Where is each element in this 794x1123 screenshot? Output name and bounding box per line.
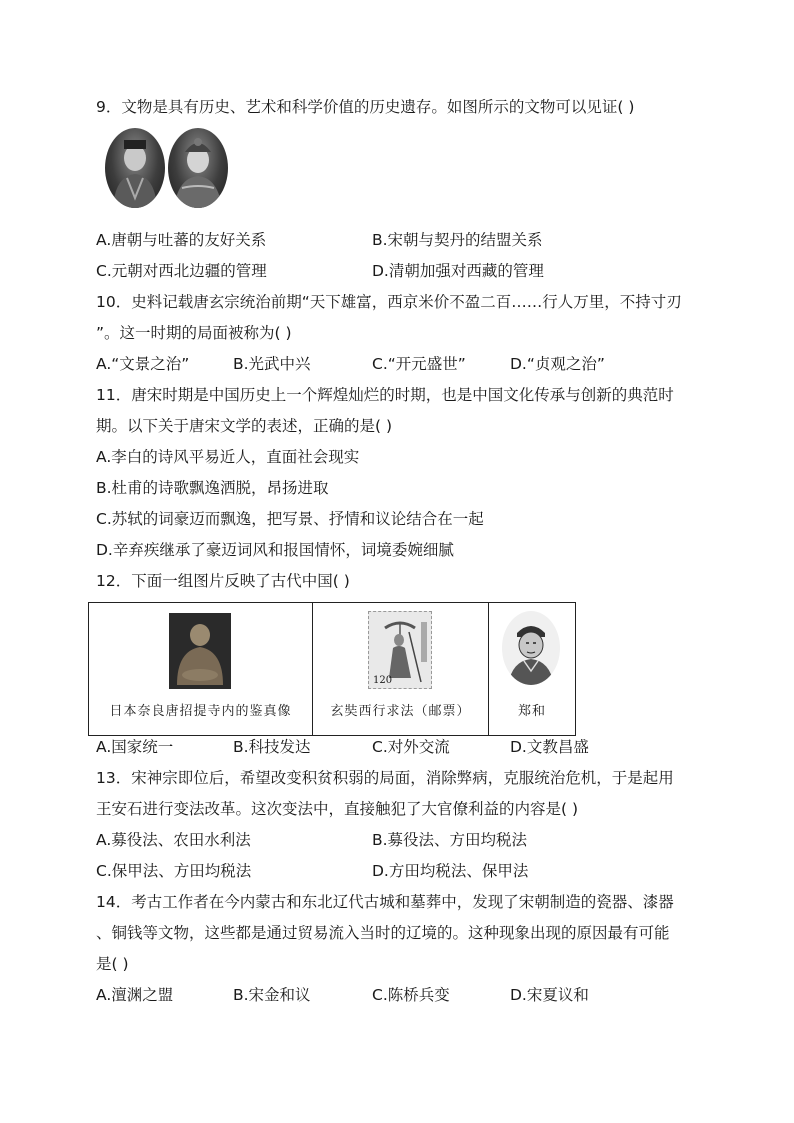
q10-option-a[interactable]: A.“文景之治”: [96, 355, 190, 373]
q13-option-b[interactable]: B.募役法、方田均税法: [372, 831, 528, 849]
q13-option-c[interactable]: C.保甲法、方田均税法: [96, 862, 252, 880]
q9-option-c[interactable]: C.元朝对西北边疆的管理: [96, 262, 267, 280]
q10-option-d[interactable]: D.“贞观之治”: [510, 355, 605, 373]
jianzhen-statue-image: [169, 613, 231, 689]
q14-stem-line-3: 是( ): [96, 955, 129, 973]
stamp-value: 120: [373, 675, 393, 686]
q11-option-b[interactable]: B.杜甫的诗歌飘逸洒脱，昂扬进取: [96, 479, 329, 497]
q11-stem-line-2: 期。以下关于唐宋文学的表述，正确的是( ): [96, 417, 393, 435]
portrait-image-1: [105, 128, 165, 208]
q12-option-a[interactable]: A.国家统一: [96, 738, 174, 756]
q12-image-table: [88, 602, 576, 736]
q12-stem: 12．下面一组图片反映了古代中国( ): [96, 572, 350, 590]
q14-option-a[interactable]: A.澶渊之盟: [96, 986, 174, 1004]
q12-cell-xuanzang: [313, 603, 489, 736]
q12-cell-jianzhen: [89, 603, 313, 736]
q9-option-a[interactable]: A.唐朝与吐蕃的友好关系: [96, 231, 267, 249]
q13-stem-line-2: 王安石进行变法改革。这次变法中，直接触犯了大官僚利益的内容是( ): [96, 800, 579, 818]
q12-caption-jianzhen: 日本奈良唐招提寺内的鉴真像: [109, 704, 292, 719]
q12-caption-xuanzang: 玄奘西行求法（邮票）: [330, 704, 471, 719]
q12-caption-zhenghe: 郑和: [517, 704, 546, 719]
q14-option-d[interactable]: D.宋夏议和: [510, 986, 589, 1004]
q11-stem-line-1: 11．唐宋时期是中国历史上一个辉煌灿烂的时期，也是中国文化传承与创新的典范时: [96, 386, 674, 404]
q14-option-c[interactable]: C.陈桥兵变: [372, 986, 450, 1004]
q10-stem-line-2: ”。这一时期的局面被称为( ): [96, 324, 292, 342]
xuanzang-stamp-image: [368, 611, 432, 689]
q13-option-d[interactable]: D.方田均税法、保甲法: [372, 862, 529, 880]
q12-cell-zhenghe: [489, 603, 576, 736]
q12-option-c[interactable]: C.对外交流: [372, 738, 450, 756]
portrait-image-2: [168, 128, 228, 208]
q9-option-b[interactable]: B.宋朝与契丹的结盟关系: [372, 231, 543, 249]
q13-option-a[interactable]: A.募役法、农田水利法: [96, 831, 251, 849]
q13-stem-line-1: 13．宋神宗即位后，希望改变积贫积弱的局面，消除弊病，克服统治危机，于是起用: [96, 769, 674, 787]
q12-option-d[interactable]: D.文教昌盛: [510, 738, 589, 756]
q11-option-d[interactable]: D.辛弃疾继承了豪迈词风和报国情怀，词境委婉细腻: [96, 541, 454, 559]
q9-option-d[interactable]: D.清朝加强对西藏的管理: [372, 262, 544, 280]
q11-option-a[interactable]: A.李白的诗风平易近人，直面社会现实: [96, 448, 360, 466]
zhenghe-portrait-image: [502, 611, 560, 685]
q14-stem-line-1: 14．考古工作者在今内蒙古和东北辽代古城和墓葬中，发现了宋朝制造的瓷器、漆器: [96, 893, 674, 911]
q12-option-b[interactable]: B.科技发达: [233, 738, 311, 756]
q9-stem: 9．文物是具有历史、艺术和科学价值的历史遗存。如图所示的文物可以见证( ): [96, 98, 635, 116]
q11-option-c[interactable]: C.苏轼的词豪迈而飘逸，把写景、抒情和议论结合在一起: [96, 510, 484, 528]
q14-option-b[interactable]: B.宋金和议: [233, 986, 311, 1004]
q10-stem-line-1: 10．史料记载唐玄宗统治前期“天下雄富，西京米价不盈二百……行人万里，不持寸刃: [96, 293, 682, 311]
q10-option-c[interactable]: C.“开元盛世”: [372, 355, 466, 373]
q14-stem-line-2: 、铜钱等文物，这些都是通过贸易流入当时的辽境的。这种现象出现的原因最有可能: [96, 924, 670, 942]
q10-option-b[interactable]: B.光武中兴: [233, 355, 311, 373]
